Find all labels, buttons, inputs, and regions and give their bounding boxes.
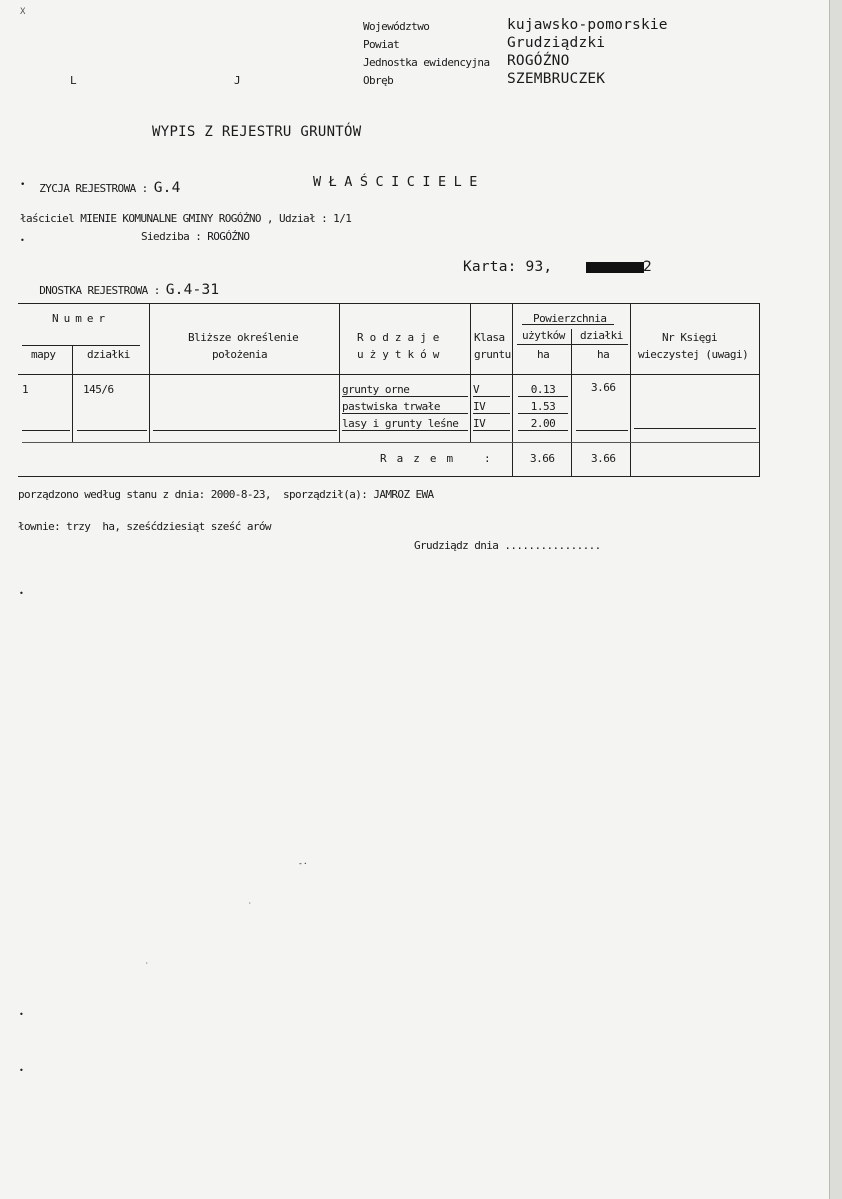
owners-heading: WŁAŚCICIELE [313,174,485,190]
registration-unit [20,260,219,298]
header-uzytkow: użytków [357,348,446,361]
footer-status: porządzono według stanu z dnia: 2000-8-23, sporządził(a): JAMROZ EWA [18,488,434,501]
header-gruntu: gruntu [474,348,511,361]
address-window-mark-left: L [70,74,77,87]
sum-dzialki: 3.66 [591,452,616,465]
sum-uzytkow: 3.66 [530,452,555,465]
cell-dzialka-area: 3.66 [591,381,616,394]
header-mapy: mapy [31,348,56,361]
use-name: lasy i grunty leśne [342,417,468,431]
header-uzytkow-area: użytków [522,329,565,342]
use-area: 0.13 [518,383,568,397]
header-value-jednostka: ROGÓŹNO [507,53,570,69]
header-label-jednostka: Jednostka ewidencyjna [363,56,490,69]
use-name: pastwiska trwałe [342,400,468,414]
use-klasa: V [473,383,510,397]
header-value-wojewodztwo: kujawsko-pomorskie [507,17,668,33]
corner-mark: X [20,7,25,17]
use-klasa: IV [473,400,510,414]
header-ha-dzialki: ha [597,348,610,361]
page-edge [829,0,842,1199]
header-blizsze: Bliższe określenie [188,331,299,344]
header-ksiegi: Nr Księgi [662,331,718,344]
document-title: WYPIS Z REJESTRU GRUNTÓW [152,124,362,140]
header-klasa: Klasa [474,331,505,344]
sum-colon: : [484,452,491,465]
footer-city-date: Grudziądz dnia ................ [414,539,601,552]
header-wieczystej: wieczystej (uwagi) [638,348,749,361]
header-value-powiat: Grudziądzki [507,35,606,51]
header-label-wojewodztwo: Województwo [363,20,430,33]
header-label-obreb: Obręb [363,74,394,87]
margin-dot: • [20,236,25,245]
registration-value: G.4 [153,180,181,196]
margin-dot: • [20,180,26,190]
header-rodzaje: Rodzaje [357,331,446,344]
use-area: 2.00 [518,417,568,431]
sum-label: Razem [380,452,464,465]
address-window-mark-right: J [234,74,241,87]
karta-label: Karta: 93, [463,259,553,275]
owner-line: łaściciel MIENIE KOMUNALNE GMINY ROGÓŹNO , Udział : 1/1 [20,212,352,225]
cell-dzialka: 145/6 [83,383,114,396]
redaction-block [586,262,644,273]
use-name: grunty orne [342,383,468,397]
header-label-powiat: Powiat [363,38,400,51]
footer-area-words: łownie: trzy ha, sześćdziesiąt sześć arów [18,520,271,533]
registration-label: ZYCJA REJESTROWA : [39,182,154,195]
header-polozenia: położenia [212,348,268,361]
header-value-obreb: SZEMBRUCZEK [507,71,606,87]
header-dzialki-area: działki [580,329,623,342]
header-ha-uzytkow: ha [537,348,550,361]
header-numer: Numer [52,312,111,325]
use-klasa: IV [473,417,510,431]
karta-suffix: 2 [643,259,652,275]
unit-value: G.4-31 [165,282,220,298]
header-dzialki: działki [87,348,130,361]
registration-position [20,158,181,196]
header-powierzchnia: Powierzchnia [533,312,607,325]
cell-mapa: 1 [22,383,29,396]
owner-seat: Siedziba : ROGÓŹNO [141,230,250,243]
use-area: 1.53 [518,400,568,414]
unit-label: DNOSTKA REJESTROWA : [39,284,166,297]
